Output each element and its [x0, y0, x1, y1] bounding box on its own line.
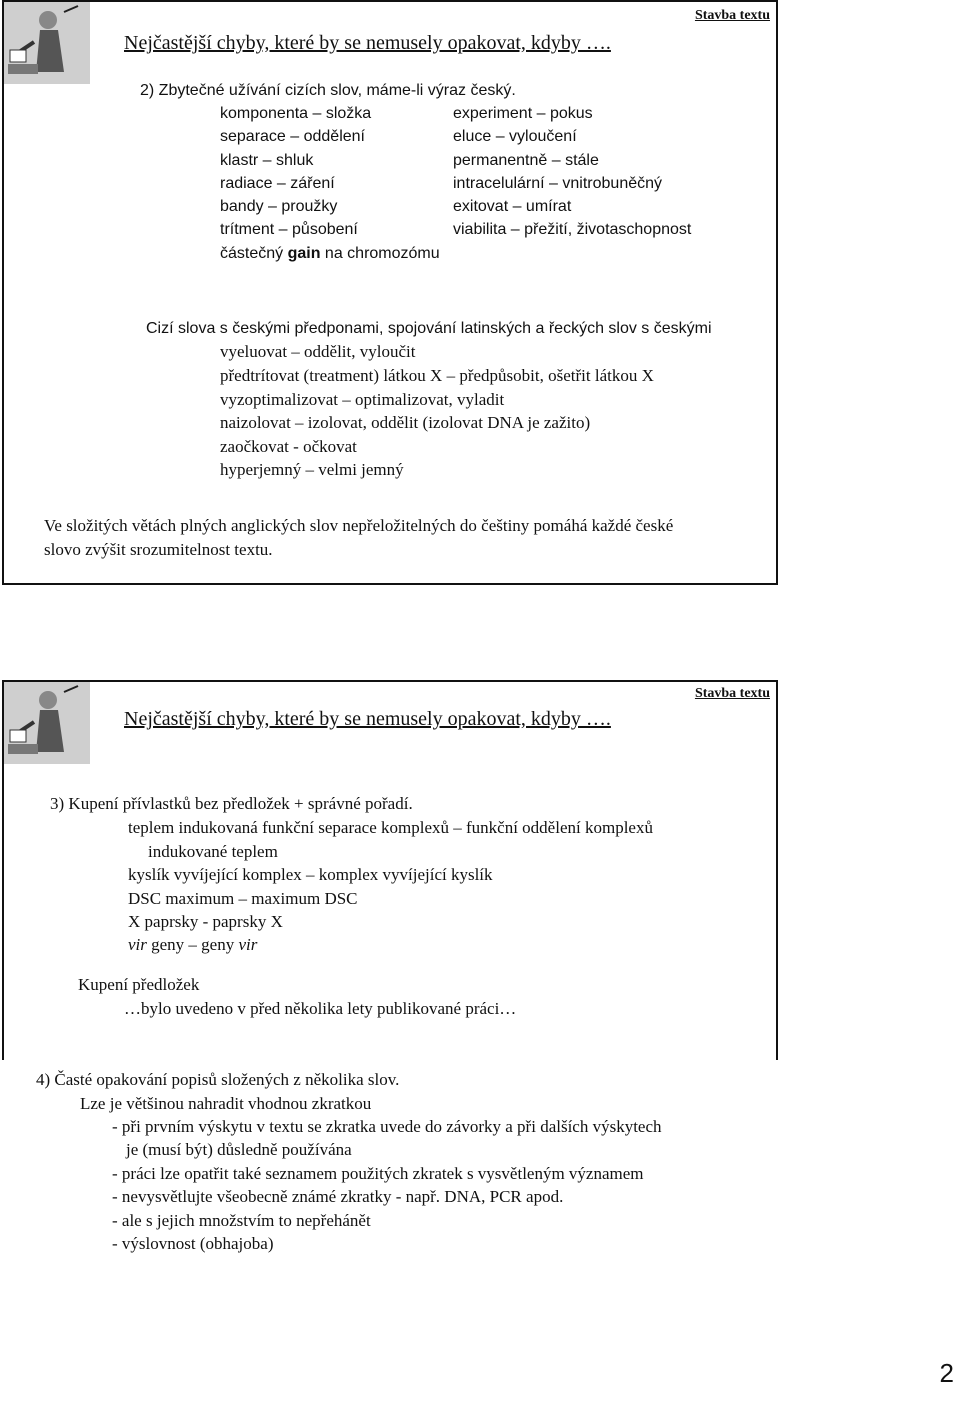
slide-tag: Stavba textu — [694, 8, 770, 23]
pair-czech: intracelulární – vnitrobuněčný — [453, 174, 663, 192]
pair-row — [220, 172, 740, 195]
prefix-item: zaočkovat - očkovat — [220, 437, 357, 456]
pair-foreign: komponenta – složka — [220, 105, 372, 122]
vir-c: vir — [238, 935, 258, 954]
pair-czech: viabilita – přežití, životaschopnost — [453, 221, 692, 239]
point-4-intro: Lze je většinou nahradit vhodnou zkratkou — [80, 1094, 372, 1113]
pair-foreign: trítment – působení — [220, 221, 358, 239]
vir-b: geny – geny — [146, 935, 239, 954]
slide-tag: Stavba textu — [694, 686, 770, 701]
prefix-item: předtrítovat (treatment) látkou X – předpůsobit, ošetřit látkou X — [220, 366, 654, 385]
slide-title: Nejčastější chyby, které by se nemusely opakovat, kdyby …. — [124, 708, 611, 730]
pair-czech: exitovat – umírat — [453, 198, 572, 216]
pair-row — [220, 195, 740, 218]
pair-foreign: radiace – záření — [220, 174, 335, 192]
pair-row — [220, 102, 740, 125]
prepositions-heading: Kupení předložek — [78, 975, 200, 994]
prefix-item: hyperjemný – velmi jemný — [220, 460, 404, 479]
prepositions-example: …bylo uvedeno v před několika lety publikované práci… — [124, 999, 517, 1018]
word-pairs — [220, 102, 740, 265]
pair-czech: eluce – vyloučení — [453, 128, 577, 146]
example-line: teplem indukovaná funkční separace komplexů – funkční oddělení komplexů — [128, 818, 653, 837]
page-number: 2 — [939, 1358, 954, 1388]
slide-1 — [2, 0, 778, 585]
pair-czech: permanentně – stále — [453, 151, 599, 169]
slide-title: Nejčastější chyby, které by se nemusely opakovat, kdyby …. — [124, 32, 611, 54]
example-line-vir — [128, 935, 257, 955]
prefix-item: naizolovat – izolovat, oddělit (izolovat DNA je zažito) — [220, 413, 591, 432]
point-4-item: je (musí být) důsledně používána — [126, 1140, 352, 1159]
slide-2 — [2, 680, 778, 1060]
example-line: DSC maximum – maximum DSC — [128, 889, 358, 908]
point-4-item: - práci lze opatřit také seznamem použitých zkratek s vysvětleným významem — [112, 1164, 644, 1183]
pair-czech: experiment – pokus — [453, 105, 593, 122]
prefix-item: vyeluovat – oddělit, vyloučit — [220, 342, 416, 361]
prefix-item: vyzoptimalizovat – optimalizovat, vyladit — [220, 390, 505, 409]
prefix-heading: Cizí slova s českými předponami, spojování latinských a řeckých slov s českými — [146, 320, 712, 337]
pair-foreign: bandy – proužky — [220, 198, 338, 216]
gain-after: na chromozómu — [320, 244, 440, 262]
vir-a: vir — [128, 935, 147, 954]
point-4-item: - ale s jejich množstvím to nepřehánět — [112, 1211, 371, 1230]
point-4-item: - při prvním výskytu v textu se zkratka uvede do závorky a při dalších výskytech — [112, 1117, 662, 1136]
pair-row-gain — [220, 242, 740, 265]
example-line: kyslík vyvíjející komplex – komplex vyvíjející kyslík — [128, 865, 493, 884]
example-line: X paprsky - paprsky X — [128, 912, 283, 931]
pair-foreign: separace – oddělení — [220, 128, 365, 146]
gain-word: gain — [287, 244, 321, 262]
pair-row — [220, 125, 740, 148]
point-2-heading: 2) Zbytečné užívání cizích slov, máme-li výraz český. — [140, 82, 516, 99]
point-4-heading: 4) Časté opakování popisů složených z několika slov. — [36, 1070, 400, 1089]
example-line: indukované teplem — [148, 842, 278, 861]
writer-figure-logo — [4, 2, 90, 84]
pair-row — [220, 149, 740, 172]
point-4-item: - nevysvětlujte všeobecně známé zkratky - např. DNA, PCR apod. — [112, 1187, 564, 1206]
point-3-heading: 3) Kupení přívlastků bez předložek + správné pořadí. — [50, 794, 413, 813]
point-4-item: - výslovnost (obhajoba) — [112, 1234, 274, 1253]
closing-line: Ve složitých větách plných anglických slov nepřeložitelných do češtiny pomáhá každé české — [44, 516, 674, 535]
pair-foreign: klastr – shluk — [220, 151, 314, 169]
gain-before: částečný — [220, 244, 288, 262]
writer-figure-logo — [4, 682, 90, 764]
pair-row — [220, 218, 740, 241]
closing-line: slovo zvýšit srozumitelnost textu. — [44, 540, 273, 559]
